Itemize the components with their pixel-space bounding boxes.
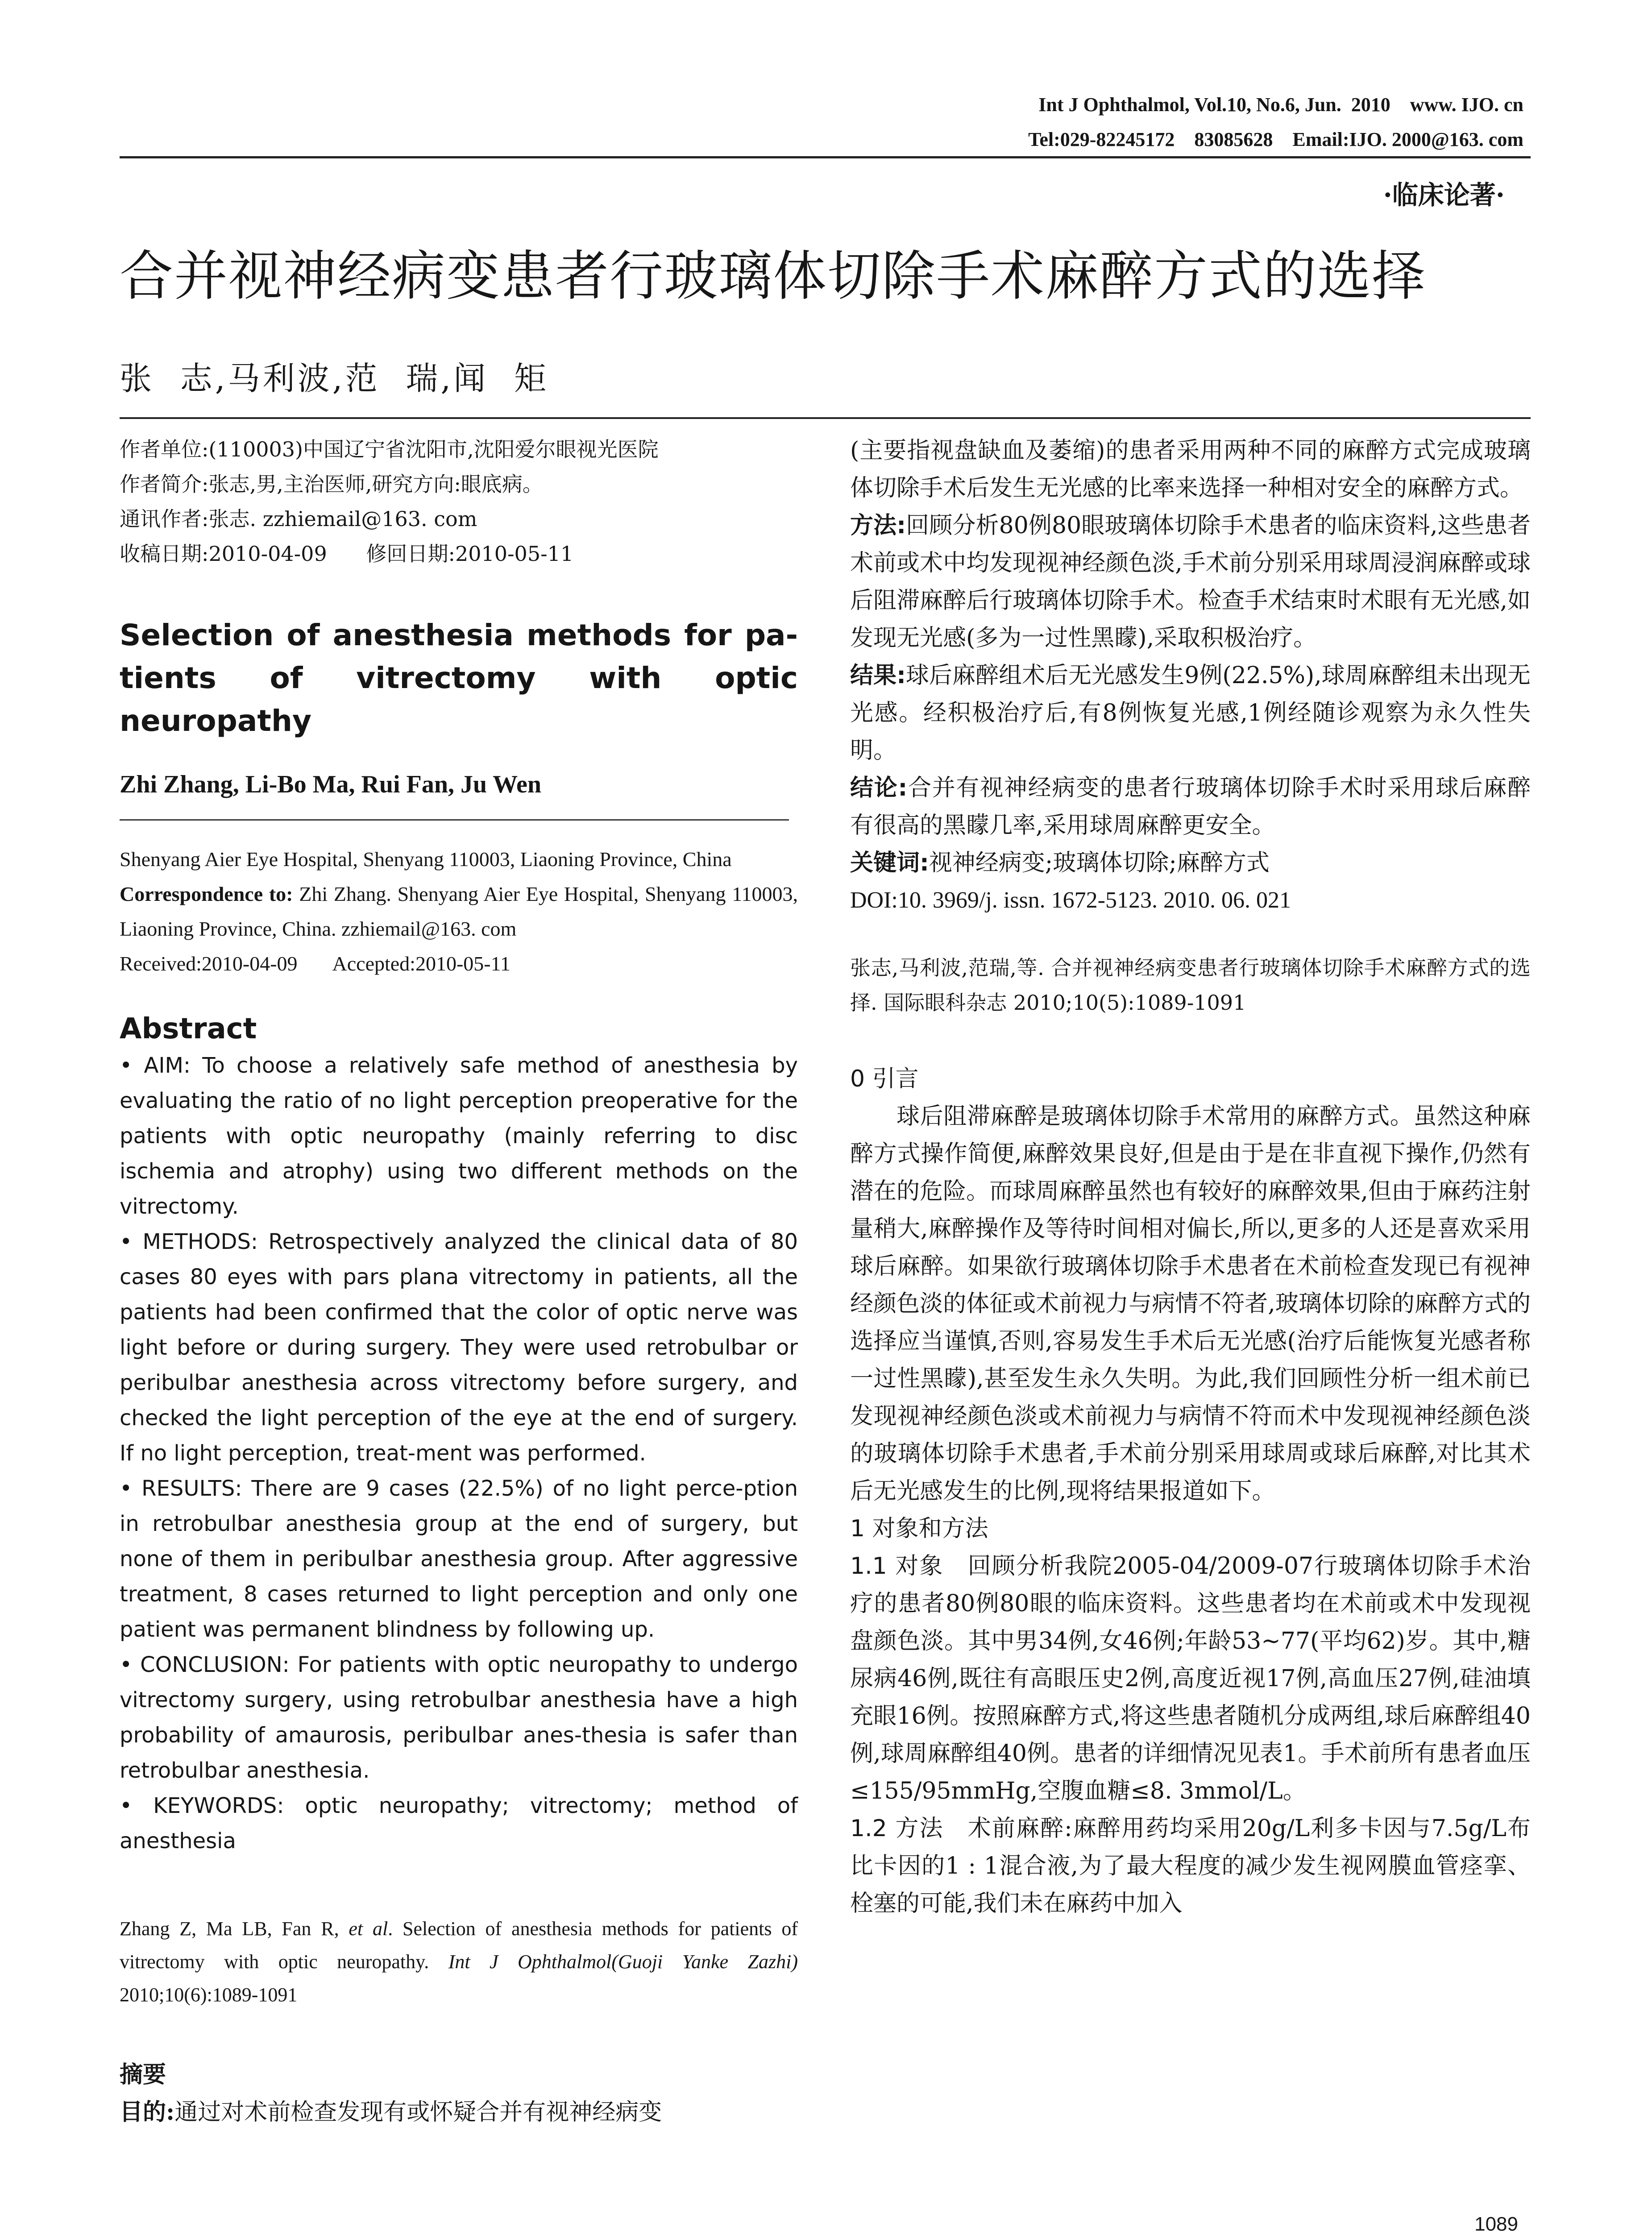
cn-aim-label: 目的: [120, 2098, 175, 2126]
citation-journal: Int J Ophthalmol(Guoji Yanke Zazhi) [448, 1951, 798, 1973]
methods-heading: 1 对象和方法 [850, 1515, 988, 1542]
received-dates: 收稿日期:2010-04-09 修回日期:2010-05-11 [120, 542, 574, 566]
cn-results-text: 球后麻醉组术后无光感发生9例(22.5%),球周麻醉组未出现无光感。经积极治疗后,有8例恢复光感,1例经随诊观察为永久性失明。 [850, 662, 1531, 764]
authors-cn: 张 志,马利波,范 瑞,闻 矩 [120, 360, 549, 397]
abstract-body [120, 1048, 798, 1859]
cn-conclusion [850, 769, 1531, 844]
cn-methods-label: 方法: [850, 512, 906, 539]
methods-label: 1.2 方法 [850, 1815, 944, 1842]
correspondence [120, 877, 798, 946]
right-column [850, 432, 1531, 1922]
cn-keywords-label: 关键词: [850, 850, 929, 876]
cn-keywords-text: 视神经病变;玻璃体切除;麻醉方式 [929, 850, 1270, 876]
received-accepted: Received:2010-04-09 Accepted:2010-05-11 [120, 952, 511, 975]
section-tag: ·临床论著· [1383, 180, 1505, 210]
corresponding-author: 通讯作者:张志. zzhiemail@163. com [120, 507, 477, 531]
cn-doi: DOI:10. 3969/j. issn. 1672-5123. 2010. 06. 021 [850, 887, 1291, 913]
journal-header-line2: Tel:029-82245172 83085628 Email:IJO. 2000@163. com [1028, 129, 1523, 150]
citation-volume: 2010;10(6):1089-1091 [120, 1984, 298, 2006]
subjects-text: 回顾分析我院2005-04/2009-07行玻璃体切除手术治疗的患者80例80眼的临床资料。这些患者均在术前或术中发现视盘颜色淡。其中男34例,女46例;年龄53~77(平均62)岁。其中,糖尿病46例,既往有高眼压史2例,高度近视17例,高血压27例,硅油填充眼16例。按照麻醉方式,将这些患者随机分成两组,球后麻醉组40例,球周麻醉组40例。患者的详细情况见表1。手术前所有患者血压≤155/95mmHg,空腹血糖≤8. 3mmol/L。 [850, 1553, 1531, 1804]
page-number: 1089 [1474, 2213, 1518, 2231]
abstract-keywords: • KEYWORDS: optic neuropathy; vitrectomy; method of anesthesia [120, 1793, 798, 1854]
abstract-heading: Abstract [120, 1012, 257, 1045]
citation-authors: Zhang Z, Ma LB, Fan R, [120, 1918, 349, 1940]
title-rule [120, 417, 1531, 419]
cn-results-label: 结果: [850, 662, 906, 689]
cn-conclusion-label: 结论: [850, 775, 908, 801]
abstract-aim: • AIM: To choose a relatively safe method of anesthesia by evaluating the ratio of no light perception preoperative for the patients with optic neuropathy (mainly referring to disc ischemia and atrophy) using two different methods on the vitrectomy. [120, 1053, 798, 1219]
english-authors: Zhi Zhang, Li-Bo Ma, Rui Fan, Ju Wen [120, 771, 541, 798]
subjects-label: 1.1 对象 [850, 1553, 944, 1580]
affiliation: Shenyang Aier Eye Hospital, Shenyang 110003, Liaoning Province, China [120, 848, 732, 871]
intro-paragraph: 球后阻滞麻醉是玻璃体切除手术常用的麻醉方式。虽然这种麻醉方式操作简便,麻醉效果良好,但是由于是在非直视下操作,仍然有潜在的危险。而球周麻醉虽然也有较好的麻醉效果,但由于麻药注射量稍大,麻醉操作及等待时间相对偏长,所以,更多的人还是喜欢采用球后麻醉。如果欲行玻璃体切除手术患者在术前检查发现已有视神经颜色淡的体征或术前视力与病情不符者,玻璃体切除的麻醉方式的选择应当谨慎,否则,容易发生手术后无光感(治疗后能恢复光感者称一过性黑矇),甚至发生永久失明。为此,我们回顾性分析一组术前已发现视神经颜色淡或术前视力与病情不符而术中发现视神经颜色淡的玻璃体切除手术患者,手术前分别采用球周或球后麻醉,对比其术后无光感发生的比例,现将结果报道如下。 [850, 1103, 1531, 1505]
cn-keywords [850, 844, 1531, 882]
author-info [120, 432, 798, 571]
cn-abstract-heading: 摘要 [120, 2061, 166, 2088]
abstract-methods: • METHODS: Retrospectively analyzed the clinical data of 80 cases 80 eyes with pars plana vitrectomy in patients, all the patients had been confirmed that the color of optic nerve was light before or during surgery. They were used retrobulbar or peribulbar anesthesia across vitrectomy before surgery, and checked the light perception of the eye at the end of surgery. If no light perception, treat-ment was performed. [120, 1229, 798, 1466]
cn-methods [850, 507, 1531, 657]
citation-title: . Selection of anesthesia methods for patients of vitrectomy with optic neuropathy. [120, 1918, 798, 1973]
abstract-results: • RESULTS: There are 9 cases (22.5%) of no light perce-ption in retrobulbar anesthesia group at the end of surgery, but none of them in peribulbar anesthesia group. After aggressive treatment, 8 cases returned to light perception and only one patient was permanent blindness by following up. [120, 1476, 798, 1642]
methods-paragraph [850, 1810, 1531, 1922]
english-title: Selection of anesthesia methods for pa-tients of vitrectomy with optic neuropathy [120, 618, 798, 738]
journal-header-line1: Int J Ophthalmol, Vol.10, No.6, Jun. 2010 www. IJO. cn [1038, 94, 1523, 116]
cn-methods-text: 回顾分析80例80眼玻璃体切除手术患者的临床资料,这些患者术前或术中均发现视神经颜色淡,手术前分别采用球周浸润麻醉或球后阻滞麻醉后行玻璃体切除手术。检查手术结束时术眼有无光感,如发现无光感(多为一过性黑矇),采取积极治疗。 [850, 512, 1531, 651]
author-rule [120, 819, 789, 821]
cn-citation: 张志,马利波,范瑞,等. 合并视神经病变患者行玻璃体切除手术麻醉方式的选择. 国际眼科杂志 2010;10(5):1089-1091 [850, 956, 1531, 1015]
cn-results [850, 657, 1531, 769]
cn-aim-text-left: 通过对术前检查发现有或怀疑合并有视神经病变 [174, 2099, 662, 2126]
cn-conclusion-text: 合并有视神经病变的患者行玻璃体切除手术时采用球后麻醉有很高的黑矇几率,采用球周麻醉更安全。 [850, 775, 1531, 839]
subjects-paragraph [850, 1547, 1531, 1810]
correspondence-text: Zhi Zhang. Shenyang Aier Eye Hospital, Shenyang 110003, Liaoning Province, China. zzhiemail@163. com [120, 883, 798, 940]
methods-text: 术前麻醉:麻醉用药均采用20g/L利多卡因与7.5g/L布比卡因的1 : 1混合液,为了最大程度的减少发生视网膜血管痉挛、栓塞的可能,我们未在麻药中加入 [850, 1815, 1531, 1917]
citation-etal: et al [349, 1918, 388, 1940]
correspondence-label: Correspondence to: [120, 883, 293, 905]
page-title: 合并视神经病变患者行玻璃体切除手术麻醉方式的选择 [120, 245, 1426, 307]
header-rule [120, 156, 1531, 158]
intro-heading: 0 引言 [850, 1066, 919, 1092]
author-unit: 作者单位:(110003)中国辽宁省沈阳市,沈阳爱尔眼视光医院 [120, 437, 659, 461]
author-bio: 作者简介:张志,男,主治医师,研究方向:眼底病。 [120, 472, 543, 496]
english-citation [120, 1912, 798, 2011]
left-column [120, 432, 798, 2131]
abstract-conclusion: • CONCLUSION: For patients with optic neuropathy to undergo vitrectomy surgery, using retrobulbar anesthesia have a high probability of amaurosis, peribulbar anes-thesia is safer than retrobulbar anesthesia. [120, 1652, 798, 1783]
cn-aim-continued: (主要指视盘缺血及萎缩)的患者采用两种不同的麻醉方式完成玻璃体切除手术后发生无光感的比率来选择一种相对安全的麻醉方式。 [850, 437, 1531, 502]
cn-abstract-aim-start [120, 2094, 798, 2131]
